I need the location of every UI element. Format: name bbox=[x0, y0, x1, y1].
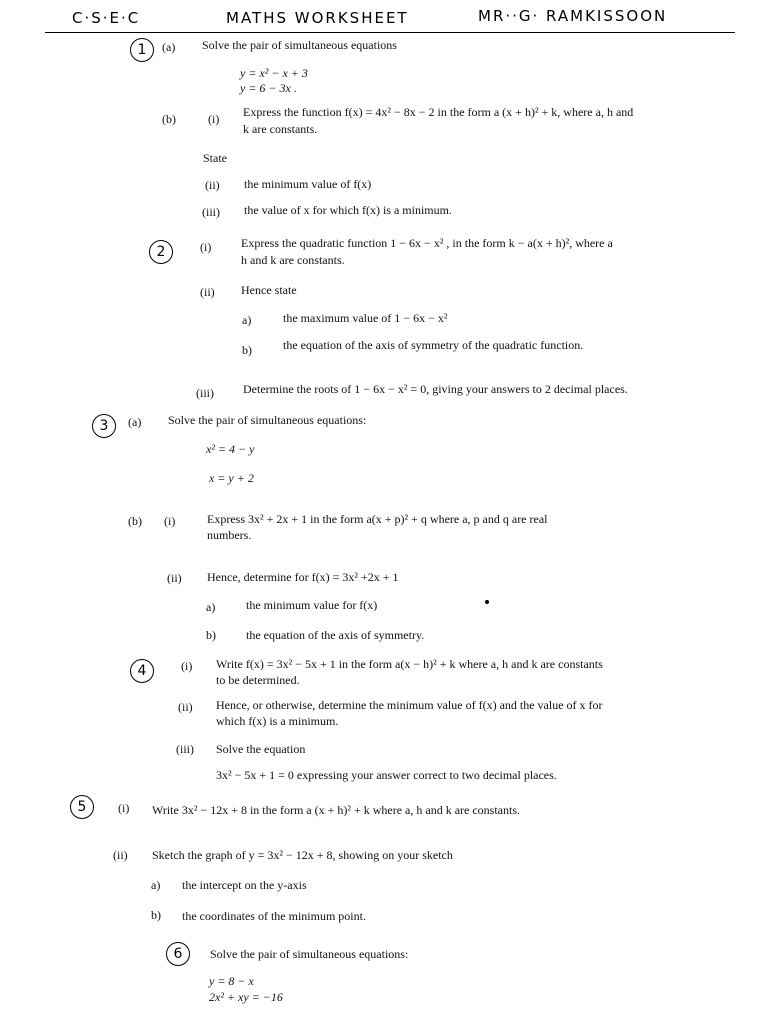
q2-ii-text: Hence state bbox=[241, 283, 297, 297]
q1-bii-label: (ii) bbox=[205, 178, 220, 192]
q3-b2-text: the equation of the axis of symmetry. bbox=[246, 628, 425, 642]
q1-b-label: (b) bbox=[162, 112, 176, 126]
q2-iii-text: Determine the roots of 1 − 6x − x² = 0, giving your answers to 2 decimal places. bbox=[243, 382, 628, 396]
header-rule bbox=[45, 32, 735, 33]
q1-biii-label: (iii) bbox=[202, 205, 220, 219]
q3-b2-label: b) bbox=[206, 628, 216, 642]
q1-state-label: State bbox=[203, 151, 227, 165]
q4-i-line2: to be determined. bbox=[216, 673, 300, 687]
q2-iii-label: (iii) bbox=[196, 386, 214, 400]
q5-a-text: the intercept on the y-axis bbox=[182, 878, 307, 892]
q5-a-label: a) bbox=[151, 878, 161, 892]
q1-a-label: (a) bbox=[162, 40, 176, 54]
question-4-number: 4 bbox=[130, 659, 154, 683]
q6-equation-2: 2x² + xy = −16 bbox=[209, 990, 283, 1004]
q4-i-label: (i) bbox=[181, 659, 193, 673]
q4-ii-line2: which f(x) is a minimum. bbox=[216, 714, 339, 728]
q1-a-text: Solve the pair of simultaneous equations bbox=[202, 38, 397, 52]
question-6-number: 6 bbox=[166, 942, 190, 966]
question-1-number: 1 bbox=[130, 38, 154, 62]
q3-bi-line1: Express 3x² + 2x + 1 in the form a(x + p)² + q where a, p and q are real bbox=[207, 512, 548, 526]
q3-bi-label: (i) bbox=[164, 514, 176, 528]
q4-iii-equation: 3x² − 5x + 1 = 0 expressing your answer correct to two decimal places. bbox=[216, 768, 557, 782]
q3-a2-text: the minimum value for f(x) bbox=[246, 598, 378, 612]
q1-bi-line1: Express the function f(x) = 4x² − 8x − 2 in the form a (x + h)² + k, where a, h and bbox=[243, 105, 634, 119]
q3-bi-line2: numbers. bbox=[207, 528, 252, 542]
q2-ii-label: (ii) bbox=[200, 285, 215, 299]
q2-i-label: (i) bbox=[200, 240, 212, 254]
q6-text: Solve the pair of simultaneous equations: bbox=[210, 947, 409, 961]
q2-a-text: the maximum value of 1 − 6x − x² bbox=[283, 311, 448, 325]
q2-b-text: the equation of the axis of symmetry of the quadratic function. bbox=[283, 338, 584, 352]
question-3-number: 3 bbox=[92, 414, 116, 438]
q4-ii-line1: Hence, or otherwise, determine the minimum value of f(x) and the value of x for bbox=[216, 698, 603, 712]
q5-b-label: b) bbox=[151, 908, 161, 922]
q2-i-line1: Express the quadratic function 1 − 6x − x² , in the form k − a(x + h)², where a bbox=[241, 236, 613, 250]
q3-a2-label: a) bbox=[206, 600, 216, 614]
q3-a-label: (a) bbox=[128, 415, 142, 429]
q4-i-line1: Write f(x) = 3x² − 5x + 1 in the form a(x − h)² + k where a, h and k are constants bbox=[216, 657, 603, 671]
q1-bii-text: the minimum value of f(x) bbox=[244, 177, 372, 191]
q5-i-text: Write 3x² − 12x + 8 in the form a (x + h)² + k where a, h and k are constants. bbox=[152, 803, 521, 817]
q3-equation-1: x² = 4 − y bbox=[206, 442, 255, 456]
q2-i-line2: h and k are constants. bbox=[241, 253, 345, 267]
header-right: MR··G· RAMKISSOON bbox=[478, 7, 668, 25]
q2-a-label: a) bbox=[242, 313, 252, 327]
q5-ii-label: (ii) bbox=[113, 848, 128, 862]
q4-iii-label: (iii) bbox=[176, 742, 194, 756]
q3-a-text: Solve the pair of simultaneous equations: bbox=[168, 413, 367, 427]
q1-equation-1: y = x² − x + 3 bbox=[240, 66, 308, 80]
q4-ii-label: (ii) bbox=[178, 700, 193, 714]
header-title: MATHS WORKSHEET bbox=[226, 9, 409, 27]
q3-bii-text: Hence, determine for f(x) = 3x² +2x + 1 bbox=[207, 570, 399, 584]
q3-b-label: (b) bbox=[128, 514, 142, 528]
q1-biii-text: the value of x for which f(x) is a minimum. bbox=[244, 203, 452, 217]
q3-bii-label: (ii) bbox=[167, 571, 182, 585]
q1-equation-2: y = 6 − 3x . bbox=[240, 81, 297, 95]
header-left: C·S·E·C bbox=[72, 9, 141, 27]
question-2-number: 2 bbox=[149, 240, 173, 264]
q5-i-label: (i) bbox=[118, 801, 130, 815]
q5-b-text: the coordinates of the minimum point. bbox=[182, 909, 366, 923]
ink-mark bbox=[485, 600, 489, 604]
q1-bi-line2: k are constants. bbox=[243, 122, 318, 136]
q4-iii-text: Solve the equation bbox=[216, 742, 306, 756]
q5-ii-text: Sketch the graph of y = 3x² − 12x + 8, showing on your sketch bbox=[152, 848, 453, 862]
q6-equation-1: y = 8 − x bbox=[209, 974, 254, 988]
q3-equation-2: x = y + 2 bbox=[209, 471, 254, 485]
question-5-number: 5 bbox=[70, 795, 94, 819]
q2-b-label: b) bbox=[242, 343, 252, 357]
q1-bi-label: (i) bbox=[208, 112, 220, 126]
